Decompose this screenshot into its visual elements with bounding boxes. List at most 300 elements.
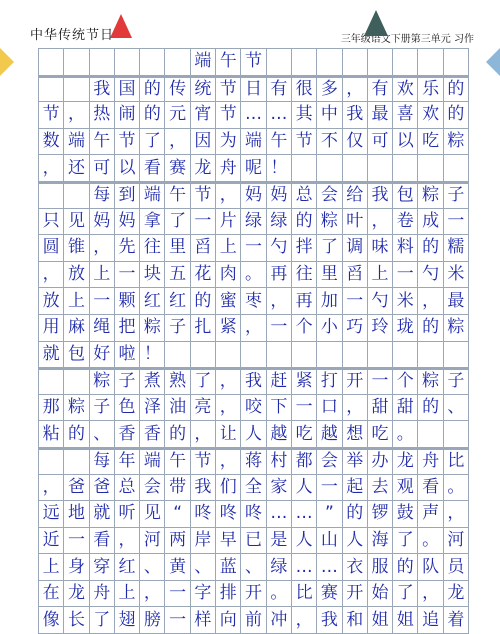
grid-cell: 比: [292, 581, 317, 608]
grid-cell: 紧: [292, 368, 317, 395]
grid-cell: 上: [64, 288, 89, 315]
grid-cell: 好: [90, 342, 115, 369]
grid-cell: 在: [39, 581, 64, 608]
grid-cell: [393, 155, 418, 182]
grid-cell: 海: [368, 528, 393, 555]
grid-cell: 的: [418, 235, 443, 262]
grid-cell: 节: [191, 448, 216, 475]
grid-cell: 国: [115, 76, 140, 103]
grid-cell: 、: [191, 554, 216, 581]
grid-cell: [140, 49, 165, 76]
grid-cell: 到: [115, 182, 140, 209]
grid-cell: 是: [267, 528, 292, 555]
grid-cell: ，: [115, 528, 140, 555]
grid-cell: 给: [343, 182, 368, 209]
grid-cell: 就: [39, 342, 64, 369]
grid-cell: 往: [292, 262, 317, 289]
grid-cell: 日: [241, 76, 266, 103]
grid-cell: 人: [292, 475, 317, 502]
grid-cell: [368, 49, 393, 76]
grid-cell: ！: [267, 155, 292, 182]
grid-cell: 鼓: [393, 501, 418, 528]
grid-cell: 米: [444, 262, 469, 289]
grid-cell: 可: [90, 155, 115, 182]
grid-cell: 红: [140, 288, 165, 315]
grid-cell: 因: [191, 129, 216, 156]
grid-cell: “: [165, 501, 190, 528]
grid-cell: 听: [115, 501, 140, 528]
grid-cell: 地: [64, 501, 89, 528]
grid-cell: ，: [368, 209, 393, 236]
grid-cell: 勺: [418, 262, 443, 289]
grid-cell: 子: [165, 315, 190, 342]
grid-cell: 里: [317, 262, 342, 289]
grid-cell: 节: [292, 129, 317, 156]
grid-cell: 一: [115, 262, 140, 289]
grid-cell: …: [267, 102, 292, 129]
grid-cell: [64, 448, 89, 475]
grid-cell: 、: [444, 395, 469, 422]
grid-cell: 最: [444, 288, 469, 315]
grid-cell: 块: [140, 262, 165, 289]
grid-cell: 为: [216, 129, 241, 156]
grid-cell: 咬: [241, 395, 266, 422]
essay-row: [39, 607, 469, 634]
grid-cell: 河: [140, 528, 165, 555]
grid-cell: 见: [140, 501, 165, 528]
grid-cell: 的: [64, 421, 89, 448]
grid-cell: 香: [140, 421, 165, 448]
grid-cell: 的: [393, 554, 418, 581]
grid-cell: ，: [90, 235, 115, 262]
grid-cell: 有: [267, 76, 292, 103]
grid-cell: ，: [418, 581, 443, 608]
grid-cell: [418, 49, 443, 76]
grid-cell: 总: [115, 475, 140, 502]
grid-cell: ，: [343, 395, 368, 422]
grid-cell: 服: [368, 554, 393, 581]
grid-cell: 的: [165, 421, 190, 448]
grid-cell: 不: [317, 129, 342, 156]
grid-cell: 放: [64, 262, 89, 289]
grid-cell: [39, 182, 64, 209]
grid-cell: 成: [418, 209, 443, 236]
grid-cell: 就: [90, 501, 115, 528]
grid-cell: …: [292, 501, 317, 528]
grid-cell: 数: [39, 129, 64, 156]
grid-cell: 端: [140, 448, 165, 475]
grid-cell: 往: [140, 235, 165, 262]
grid-cell: 紧: [216, 315, 241, 342]
grid-cell: 午: [165, 182, 190, 209]
grid-cell: 那: [39, 395, 64, 422]
grid-cell: 赛: [165, 155, 190, 182]
grid-cell: 一: [393, 262, 418, 289]
grid-cell: 的: [343, 501, 368, 528]
grid-cell: 仅: [343, 129, 368, 156]
grid-cell: 吃: [292, 421, 317, 448]
grid-cell: 全: [241, 475, 266, 502]
grid-cell: 咚: [216, 501, 241, 528]
grid-cell: 小: [317, 315, 342, 342]
grid-cell: 午: [165, 448, 190, 475]
grid-cell: 上: [368, 262, 393, 289]
grid-cell: 节: [191, 182, 216, 209]
grid-cell: 粽: [444, 315, 469, 342]
grid-cell: …: [267, 501, 292, 528]
grid-cell: 啦: [115, 342, 140, 369]
grid-cell: [444, 421, 469, 448]
grid-cell: 向: [216, 607, 241, 634]
grid-cell: 节: [216, 102, 241, 129]
grid-cell: 越: [267, 421, 292, 448]
grid-cell: 山: [317, 528, 342, 555]
grid-cell: 舀: [191, 235, 216, 262]
grid-cell: 以: [115, 155, 140, 182]
grid-cell: 去: [368, 475, 393, 502]
grid-cell: 岸: [191, 528, 216, 555]
grid-cell: [418, 421, 443, 448]
grid-cell: 会: [140, 475, 165, 502]
grid-cell: 节: [115, 129, 140, 156]
essay-row: [39, 581, 469, 608]
grid-cell: 龙: [191, 155, 216, 182]
grid-cell: 香: [115, 421, 140, 448]
essay-row: [39, 501, 469, 528]
grid-cell: 的: [418, 395, 443, 422]
grid-cell: 包: [393, 182, 418, 209]
grid-cell: ，: [241, 315, 266, 342]
grid-cell: [191, 342, 216, 369]
grid-cell: 年: [115, 448, 140, 475]
grid-cell: 甜: [393, 395, 418, 422]
grid-cell: ，: [140, 581, 165, 608]
grid-cell: 叶: [343, 209, 368, 236]
grid-cell: 翅: [115, 607, 140, 634]
grid-cell: 了: [90, 607, 115, 634]
grid-cell: 的: [140, 76, 165, 103]
grid-cell: 想: [343, 421, 368, 448]
grid-cell: 观: [393, 475, 418, 502]
grid-cell: 一: [165, 581, 190, 608]
essay-row: [39, 209, 469, 236]
grid-cell: ，: [39, 155, 64, 182]
grid-cell: 片: [216, 209, 241, 236]
grid-cell: 龙: [444, 581, 469, 608]
grid-cell: 了: [393, 581, 418, 608]
grid-cell: [343, 342, 368, 369]
grid-cell: 妈: [90, 209, 115, 236]
grid-cell: 子: [444, 182, 469, 209]
grid-cell: 以: [393, 129, 418, 156]
grid-cell: 舟: [418, 448, 443, 475]
essay-row: [39, 421, 469, 448]
header-title: 中华传统节日: [30, 28, 115, 43]
grid-cell: ，: [39, 262, 64, 289]
grid-cell: 了: [140, 129, 165, 156]
grid-cell: [368, 155, 393, 182]
essay-row: [39, 155, 469, 182]
grid-cell: 总: [292, 182, 317, 209]
grid-cell: 珑: [393, 315, 418, 342]
essay-row: [39, 76, 469, 103]
grid-cell: 有: [368, 76, 393, 103]
grid-cell: 排: [216, 581, 241, 608]
grid-cell: 每: [90, 182, 115, 209]
grid-cell: 蒋: [241, 448, 266, 475]
grid-cell: …: [241, 102, 266, 129]
grid-cell: 粽: [418, 182, 443, 209]
grid-cell: 了: [317, 235, 342, 262]
grid-cell: 了: [191, 368, 216, 395]
grid-cell: [444, 342, 469, 369]
essay-row: [39, 315, 469, 342]
red-triangle-decoration: [110, 14, 132, 38]
grid-cell: 妈: [115, 209, 140, 236]
grid-cell: ，: [216, 395, 241, 422]
grid-cell: 前: [241, 607, 266, 634]
grid-cell: 一: [368, 368, 393, 395]
grid-cell: [64, 49, 89, 76]
essay-row: [39, 395, 469, 422]
grid-cell: 吃: [368, 421, 393, 448]
grid-cell: 都: [292, 448, 317, 475]
grid-cell: [115, 49, 140, 76]
header-subtitle: 三年级语文下册第三单元 习作: [340, 34, 474, 45]
grid-cell: 蜜: [216, 288, 241, 315]
grid-cell: 调: [343, 235, 368, 262]
grid-cell: 开: [343, 581, 368, 608]
grid-cell: 的: [444, 102, 469, 129]
grid-cell: 。: [444, 475, 469, 502]
grid-cell: 人: [292, 528, 317, 555]
yellow-triangle-decoration: [0, 48, 14, 76]
grid-cell: 一: [343, 288, 368, 315]
grid-cell: 。: [241, 262, 266, 289]
grid-cell: 。: [418, 528, 443, 555]
grid-cell: 油: [165, 395, 190, 422]
grid-cell: 上: [115, 581, 140, 608]
grid-cell: 声: [418, 501, 443, 528]
grid-cell: 的: [444, 76, 469, 103]
grid-cell: 午: [90, 129, 115, 156]
grid-cell: 我: [317, 607, 342, 634]
grid-cell: 舟: [90, 581, 115, 608]
grid-cell: 字: [191, 581, 216, 608]
grid-cell: 端: [140, 182, 165, 209]
grid-cell: ，: [216, 182, 241, 209]
grid-cell: 可: [368, 129, 393, 156]
grid-cell: 米: [393, 288, 418, 315]
grid-cell: [368, 342, 393, 369]
grid-cell: [165, 342, 190, 369]
grid-cell: ，: [418, 288, 443, 315]
grid-cell: 舟: [216, 155, 241, 182]
grid-cell: [64, 76, 89, 103]
grid-cell: 舀: [343, 262, 368, 289]
grid-cell: 乐: [418, 76, 443, 103]
grid-cell: 赛: [317, 581, 342, 608]
grid-cell: 个: [292, 315, 317, 342]
grid-cell: [444, 49, 469, 76]
grid-cell: 元: [165, 102, 190, 129]
grid-cell: 粽: [418, 368, 443, 395]
grid-cell: 口: [317, 395, 342, 422]
grid-cell: ，: [444, 501, 469, 528]
grid-cell: 姐: [368, 607, 393, 634]
grid-cell: 追: [418, 607, 443, 634]
grid-cell: 粽: [64, 395, 89, 422]
grid-cell: 五: [165, 262, 190, 289]
grid-cell: ，: [165, 129, 190, 156]
grid-cell: 绿: [267, 209, 292, 236]
grid-cell: 其: [292, 102, 317, 129]
grid-cell: 带: [165, 475, 190, 502]
grid-cell: 开: [241, 581, 266, 608]
grid-cell: 。: [267, 581, 292, 608]
grid-cell: 会: [317, 182, 342, 209]
grid-cell: 加: [317, 288, 342, 315]
grid-cell: [39, 76, 64, 103]
grid-cell: 喜: [393, 102, 418, 129]
grid-cell: 肉: [216, 262, 241, 289]
grid-cell: 始: [368, 581, 393, 608]
grid-cell: 咚: [191, 501, 216, 528]
grid-cell: 再: [292, 288, 317, 315]
grid-cell: [343, 49, 368, 76]
grid-cell: ，: [216, 448, 241, 475]
grid-cell: 味: [368, 235, 393, 262]
grid-cell: ，: [292, 607, 317, 634]
grid-cell: [393, 49, 418, 76]
grid-cell: 色: [115, 395, 140, 422]
grid-cell: 越: [317, 421, 342, 448]
grid-cell: 亮: [191, 395, 216, 422]
grid-cell: 、: [90, 421, 115, 448]
grid-cell: 一: [444, 209, 469, 236]
grid-cell: ，: [191, 421, 216, 448]
grid-cell: 我: [241, 368, 266, 395]
grid-cell: 河: [444, 528, 469, 555]
grid-cell: 欢: [393, 76, 418, 103]
grid-cell: 锥: [64, 235, 89, 262]
grid-cell: 花: [191, 262, 216, 289]
grid-cell: [216, 342, 241, 369]
grid-cell: 一: [317, 475, 342, 502]
grid-cell: [292, 49, 317, 76]
grid-cell: [64, 368, 89, 395]
essay-row: [39, 182, 469, 209]
grid-cell: [292, 342, 317, 369]
grid-cell: 龙: [393, 448, 418, 475]
grid-cell: 粽: [444, 129, 469, 156]
grid-cell: 粽: [317, 209, 342, 236]
grid-cell: 起: [343, 475, 368, 502]
grid-cell: 煮: [140, 368, 165, 395]
grid-cell: 再: [267, 262, 292, 289]
grid-cell: 个: [393, 368, 418, 395]
grid-cell: 上: [90, 262, 115, 289]
grid-cell: 扎: [191, 315, 216, 342]
grid-cell: 村: [267, 448, 292, 475]
essay-row: [39, 448, 469, 475]
grid-cell: 、: [241, 554, 266, 581]
grid-cell: ，: [267, 288, 292, 315]
essay-row: [39, 475, 469, 502]
grid-cell: 卷: [393, 209, 418, 236]
grid-cell: 的: [292, 209, 317, 236]
grid-cell: 已: [241, 528, 266, 555]
grid-cell: 午: [216, 49, 241, 76]
grid-cell: 把: [115, 315, 140, 342]
grid-cell: 粘: [39, 421, 64, 448]
grid-cell: 蓝: [216, 554, 241, 581]
grid-cell: 了: [165, 209, 190, 236]
grid-cell: 姐: [393, 607, 418, 634]
grid-cell: 穿: [90, 554, 115, 581]
grid-cell: 午: [267, 129, 292, 156]
grid-cell: 还: [64, 155, 89, 182]
grid-cell: 办: [368, 448, 393, 475]
grid-cell: 最: [368, 102, 393, 129]
grid-cell: 身: [64, 554, 89, 581]
grid-cell: [267, 49, 292, 76]
grid-cell: 我: [368, 182, 393, 209]
grid-cell: 比: [444, 448, 469, 475]
grid-cell: 衣: [343, 554, 368, 581]
grid-cell: 子: [115, 368, 140, 395]
grid-cell: 拌: [292, 235, 317, 262]
grid-cell: 爸: [64, 475, 89, 502]
grid-cell: 锣: [368, 501, 393, 528]
grid-cell: 着: [444, 607, 469, 634]
grid-cell: [165, 49, 190, 76]
grid-cell: 圆: [39, 235, 64, 262]
grid-cell: 看: [90, 528, 115, 555]
grid-cell: 黄: [165, 554, 190, 581]
grid-cell: 放: [39, 288, 64, 315]
grid-cell: 宵: [191, 102, 216, 129]
grid-cell: ，: [64, 102, 89, 129]
grid-cell: 欢: [418, 102, 443, 129]
grid-cell: 麻: [64, 315, 89, 342]
grid-cell: 队: [418, 554, 443, 581]
grid-cell: 节: [241, 49, 266, 76]
grid-cell: 多: [317, 76, 342, 103]
blue-triangle-decoration: [486, 48, 500, 76]
grid-cell: 节: [216, 76, 241, 103]
grid-cell: 开: [343, 368, 368, 395]
grid-cell: 颗: [115, 288, 140, 315]
grid-cell: 粽: [90, 368, 115, 395]
composition-grid: [38, 48, 469, 634]
grid-cell: 员: [444, 554, 469, 581]
grid-cell: 看: [418, 475, 443, 502]
grid-cell: 一: [292, 395, 317, 422]
grid-cell: 节: [39, 102, 64, 129]
grid-cell: 妈: [241, 182, 266, 209]
essay-row: [39, 342, 469, 369]
grid-cell: 家: [267, 475, 292, 502]
essay-row: [39, 528, 469, 555]
grid-cell: 红: [115, 554, 140, 581]
grid-cell: 热: [90, 102, 115, 129]
grid-cell: 龙: [64, 581, 89, 608]
grid-cell: [444, 155, 469, 182]
essay-row: [39, 368, 469, 395]
grid-cell: [64, 182, 89, 209]
grid-cell: 像: [39, 607, 64, 634]
